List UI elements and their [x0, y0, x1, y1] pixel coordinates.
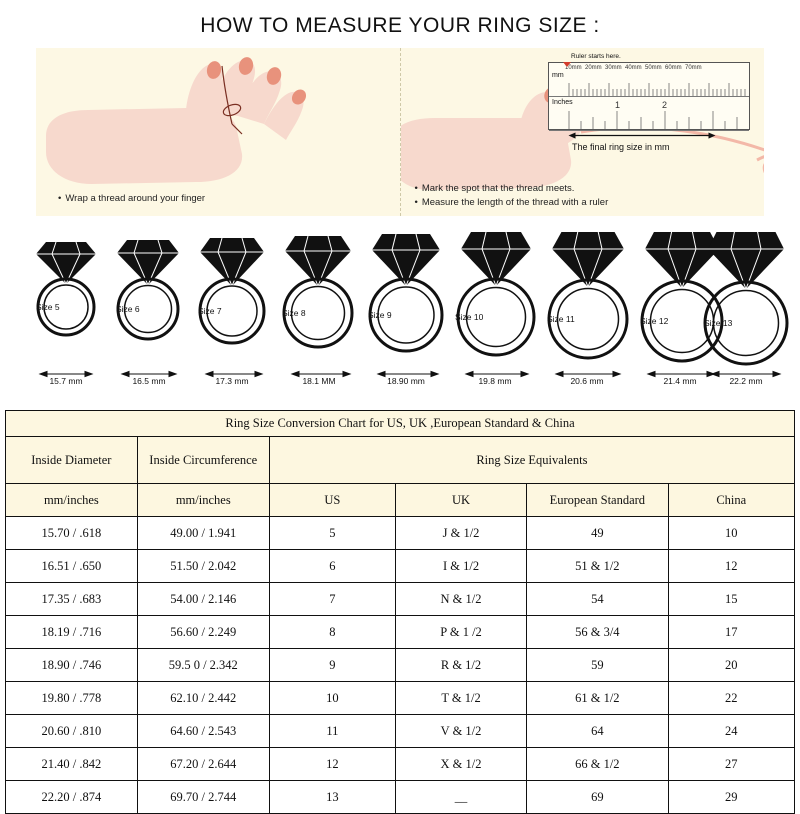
page-title: HOW TO MEASURE YOUR RING SIZE :: [200, 14, 600, 37]
ruler-mm-label-70: 70mm: [685, 65, 702, 71]
cell-diameter: 15.70 / .618: [6, 517, 138, 550]
ruler-mm-label-30: 30mm: [605, 65, 622, 71]
table-row: [6, 517, 795, 550]
cell-circumference: 67.20 / 2.644: [137, 748, 269, 781]
table-caption: Ring Size Conversion Chart for US, UK ,European Standard & China: [6, 411, 795, 437]
ruler-mm-label-20: 20mm: [585, 65, 602, 71]
cell-us: 10: [269, 682, 395, 715]
step-right-caption-1: Mark the spot that the thread meets.: [421, 183, 575, 194]
cell-us: 12: [269, 748, 395, 781]
cell-eu: 59: [527, 649, 668, 682]
cell-circumference: 54.00 / 2.146: [137, 583, 269, 616]
ring-size-13: [705, 232, 787, 364]
cell-china: 17: [668, 616, 794, 649]
mm-label-13: 22.2 mm: [729, 376, 763, 386]
hand-thread-illustration: [36, 48, 401, 216]
cell-us: 8: [269, 616, 395, 649]
subheader-uk: UK: [395, 484, 526, 517]
table-row: [6, 682, 795, 715]
ruler-mm-label-60: 60mm: [665, 65, 682, 71]
ring-size-8: [284, 236, 352, 347]
measure-steps-panel: [36, 48, 764, 216]
mm-label-6: 16.5 mm: [132, 376, 166, 386]
final-ring-size-label: The final ring size in mm: [572, 142, 670, 152]
subheader-us: US: [269, 484, 395, 517]
cell-circumference: 59.5 0 / 2.342: [137, 649, 269, 682]
ruler-mm-row: [549, 63, 749, 97]
cell-diameter: 18.19 / .716: [6, 616, 138, 649]
cell-uk: __: [395, 781, 526, 814]
ruler-inch-unit: Inches: [552, 99, 573, 106]
ring-size-6: [117, 240, 179, 339]
cell-uk: I & 1/2: [395, 550, 526, 583]
cell-eu: 51 & 1/2: [527, 550, 668, 583]
step-measure-thread: [401, 48, 765, 216]
header-inside-circumference: Inside Circumference: [137, 437, 269, 484]
cell-china: 20: [668, 649, 794, 682]
cell-uk: X & 1/2: [395, 748, 526, 781]
ring-label-size-12: Size 12: [640, 316, 669, 326]
ruler-inch-row: [549, 97, 749, 131]
ruler-mm-label-40: 40mm: [625, 65, 642, 71]
step-wrap-thread: [36, 48, 401, 216]
ring-label-size-8: Size 8: [282, 308, 306, 318]
cell-diameter: 20.60 / .810: [6, 715, 138, 748]
cell-eu: 64: [527, 715, 668, 748]
ruler-start-marker-icon: [563, 62, 571, 67]
mm-label-12: 21.4 mm: [663, 376, 697, 386]
ring-label-size-7: Size 7: [198, 306, 222, 316]
table-row: [6, 616, 795, 649]
ruler-graphic: [548, 53, 750, 130]
table-subheader-row: [6, 484, 795, 517]
ruler-mm-label-10: 10mm: [565, 65, 582, 71]
header-inside-diameter: Inside Diameter: [6, 437, 138, 484]
cell-uk: J & 1/2: [395, 517, 526, 550]
mm-label-5: 15.7 mm: [49, 376, 83, 386]
cell-uk: N & 1/2: [395, 583, 526, 616]
cell-uk: P & 1 /2: [395, 616, 526, 649]
bullet-icon: •: [414, 183, 418, 194]
mm-label-10: 19.8 mm: [478, 376, 512, 386]
step-right-caption: [415, 182, 609, 210]
subheader-china: China: [668, 484, 794, 517]
ring-label-size-9: Size 9: [368, 310, 392, 320]
ruler-inch-ticks: [549, 97, 749, 129]
bullet-icon: •: [414, 197, 418, 208]
ruler-inch-label-2: 2: [662, 100, 668, 110]
table-row: [6, 550, 795, 583]
subheader-circumference-units: mm/inches: [137, 484, 269, 517]
ruler-mm-unit: mm: [552, 72, 564, 79]
cell-china: 27: [668, 748, 794, 781]
ruler-start-note: Ruler starts here.: [571, 53, 621, 60]
cell-diameter: 19.80 / .778: [6, 682, 138, 715]
cell-uk: T & 1/2: [395, 682, 526, 715]
mm-label-11: 20.6 mm: [570, 376, 604, 386]
cell-eu: 54: [527, 583, 668, 616]
table-row: [6, 583, 795, 616]
ring-size-7: [200, 238, 264, 343]
cell-china: 15: [668, 583, 794, 616]
ruler-mm-label-50: 50mm: [645, 65, 662, 71]
cell-circumference: 64.60 / 2.543: [137, 715, 269, 748]
header-ring-size-equivalents: Ring Size Equivalents: [269, 437, 794, 484]
table-header-row: [6, 437, 795, 484]
mm-label-9: 18.90 mm: [387, 376, 425, 386]
mm-label-8: 18.1 MM: [302, 376, 336, 386]
step-left-caption: [58, 192, 205, 206]
cell-eu: 66 & 1/2: [527, 748, 668, 781]
ring-size-10: [458, 232, 534, 355]
table-row: [6, 715, 795, 748]
ring-label-size-5: Size 5: [36, 302, 60, 312]
ring-size-11: [549, 232, 627, 358]
ring-size-diagram-row: [10, 232, 790, 372]
ring-label-size-13: Size 13: [704, 318, 733, 328]
table-row: [6, 748, 795, 781]
ring-label-size-6: Size 6: [116, 304, 140, 314]
table-caption-row: [6, 411, 795, 437]
step-left-caption-text: Wrap a thread around your finger: [65, 193, 206, 204]
cell-circumference: 62.10 / 2.442: [137, 682, 269, 715]
step-right-caption-2: Measure the length of the thread with a ruler: [421, 197, 609, 208]
cell-china: 29: [668, 781, 794, 814]
subheader-diameter-units: mm/inches: [6, 484, 138, 517]
ring-label-size-11: Size 11: [547, 314, 575, 324]
cell-diameter: 18.90 / .746: [6, 649, 138, 682]
ring-label-size-10: Size 10: [455, 312, 484, 322]
ring-illustrations: [10, 232, 790, 372]
cell-uk: R & 1/2: [395, 649, 526, 682]
cell-circumference: 49.00 / 1.941: [137, 517, 269, 550]
cell-circumference: 56.60 / 2.249: [137, 616, 269, 649]
cell-china: 22: [668, 682, 794, 715]
cell-diameter: 16.51 / .650: [6, 550, 138, 583]
cell-diameter: 21.40 / .842: [6, 748, 138, 781]
cell-us: 9: [269, 649, 395, 682]
cell-us: 11: [269, 715, 395, 748]
ring-size-5: [36, 242, 96, 335]
cell-eu: 61 & 1/2: [527, 682, 668, 715]
measure-arrow-icon: [558, 132, 726, 139]
cell-us: 13: [269, 781, 395, 814]
table-row: [6, 649, 795, 682]
ring-mm-measurements: [10, 368, 790, 392]
cell-uk: V & 1/2: [395, 715, 526, 748]
cell-china: 24: [668, 715, 794, 748]
cell-diameter: 17.35 / .683: [6, 583, 138, 616]
ring-size-conversion-table: [5, 410, 795, 814]
table-row: [6, 781, 795, 814]
mm-label-7: 17.3 mm: [215, 376, 249, 386]
ring-size-9: [370, 234, 442, 351]
cell-circumference: 51.50 / 2.042: [137, 550, 269, 583]
cell-us: 6: [269, 550, 395, 583]
cell-eu: 56 & 3/4: [527, 616, 668, 649]
cell-diameter: 22.20 / .874: [6, 781, 138, 814]
cell-us: 5: [269, 517, 395, 550]
subheader-european-standard: European Standard: [527, 484, 668, 517]
cell-china: 12: [668, 550, 794, 583]
cell-eu: 69: [527, 781, 668, 814]
cell-us: 7: [269, 583, 395, 616]
cell-eu: 49: [527, 517, 668, 550]
ruler-inch-label-1: 1: [615, 100, 621, 110]
bullet-icon: •: [58, 193, 62, 204]
cell-china: 10: [668, 517, 794, 550]
cell-circumference: 69.70 / 2.744: [137, 781, 269, 814]
